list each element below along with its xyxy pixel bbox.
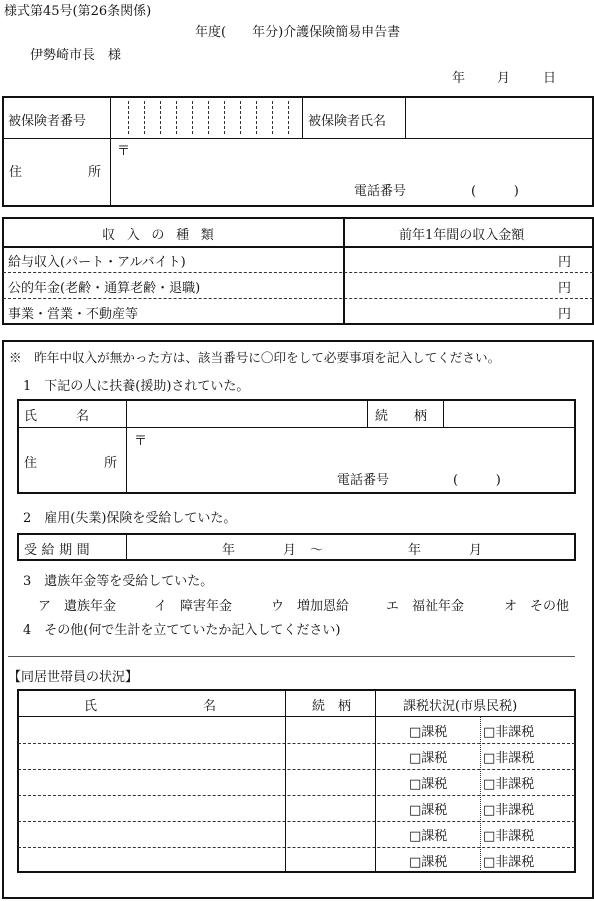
form-number: 様式第45号(第26条関係) (4, 4, 152, 19)
supporter-name-field[interactable] (129, 402, 365, 425)
pension-option-o[interactable]: オ その他 (504, 599, 570, 614)
taxed-checkbox[interactable]: □課税 (409, 751, 448, 766)
household-member-name-field[interactable] (20, 823, 283, 845)
taxed-checkbox[interactable]: □課税 (409, 829, 448, 844)
pension-option-e[interactable]: エ 福祉年金 (386, 599, 465, 614)
taxed-checkbox[interactable]: □課税 (409, 803, 448, 818)
postal-mark: 〒 (134, 434, 148, 449)
taxed-checkbox[interactable]: □課税 (409, 725, 448, 740)
no-income-note: ※ 昨年中収入が無かった方は、該当番号に〇印をして必要事項を記入してください。 (9, 350, 501, 365)
supporter-address-label-first: 住 (24, 456, 38, 471)
income-type-salary: 給与収入(パート・アルバイト) (8, 255, 186, 270)
period-year-end: 年 (408, 543, 422, 558)
income-col-type: 収入の種類 (102, 228, 226, 243)
income-type-business: 事業・営業・不動産等 (8, 307, 139, 322)
non-taxed-checkbox[interactable]: □非課税 (483, 751, 535, 766)
postal-mark: 〒 (117, 144, 131, 159)
yen-unit: 円 (558, 307, 572, 322)
non-taxed-checkbox[interactable]: □非課税 (483, 855, 535, 870)
pension-option-a[interactable]: ア 遺族年金 (38, 599, 117, 614)
insured-number-label: 被保険者番号 (8, 114, 87, 129)
pension-option-i[interactable]: イ 障害年金 (154, 599, 233, 614)
item-1-dependent[interactable]: 1 下記の人に扶養(援助)されていた。 (23, 379, 250, 394)
taxed-checkbox[interactable]: □課税 (409, 777, 448, 792)
household-member-name-field[interactable] (20, 849, 283, 871)
household-member-name-field[interactable] (20, 771, 283, 793)
non-taxed-checkbox[interactable]: □非課税 (483, 777, 535, 792)
addressee: 伊勢崎市長 様 (30, 48, 122, 63)
income-col-amount: 前年1年間の収入金額 (399, 228, 525, 243)
supporter-name-label: 氏 名 (24, 409, 90, 424)
benefit-period-field[interactable] (129, 536, 573, 558)
supporter-relation-label: 続 柄 (375, 409, 428, 424)
yen-unit: 円 (558, 281, 572, 296)
supporter-relation-field[interactable] (446, 402, 574, 425)
yen-unit: 円 (558, 255, 572, 270)
household-member-relation-field[interactable] (288, 849, 373, 871)
non-taxed-checkbox[interactable]: □非課税 (483, 829, 535, 844)
period-tilde: ～ (310, 543, 324, 558)
household-member-relation-field[interactable] (288, 797, 373, 819)
non-taxed-checkbox[interactable]: □非課税 (483, 725, 535, 740)
taxed-checkbox[interactable]: □課税 (409, 855, 448, 870)
household-member-name-field[interactable] (20, 745, 283, 767)
income-amount-business-field[interactable] (347, 301, 557, 322)
household-member-name-field[interactable] (20, 719, 283, 741)
phone-label: 電話番号 (337, 473, 390, 488)
household-col-tax-status: 課税状況(市県民税) (403, 699, 518, 714)
date-day-label: 日 (543, 71, 557, 86)
income-amount-salary-field[interactable] (347, 249, 557, 270)
household-member-relation-field[interactable] (288, 719, 373, 741)
household-member-relation-field[interactable] (288, 823, 373, 845)
address-label-second: 所 (88, 165, 102, 180)
address-label-first: 住 (9, 165, 23, 180)
insured-number-field[interactable] (113, 101, 301, 135)
household-member-relation-field[interactable] (288, 771, 373, 793)
item-2-unemployment[interactable]: 2 雇用(失業)保険を受給していた。 (23, 511, 237, 526)
phone-parens: ( ) (471, 184, 523, 199)
supporter-address-label-second: 所 (104, 456, 118, 471)
date-year-label: 年 (452, 71, 466, 86)
household-member-name-field[interactable] (20, 797, 283, 819)
insured-name-label: 被保険者氏名 (308, 114, 387, 129)
income-amount-pension-field[interactable] (347, 275, 557, 296)
household-col-name-first: 氏 (84, 699, 98, 714)
non-taxed-checkbox[interactable]: □非課税 (483, 803, 535, 818)
period-month-end: 月 (469, 543, 483, 558)
household-member-relation-field[interactable] (288, 745, 373, 767)
date-month-label: 月 (497, 71, 511, 86)
form-title: 年度( 年分)介護保険簡易申告書 (195, 25, 401, 40)
household-col-name-second: 名 (203, 699, 217, 714)
period-month-start: 月 (283, 543, 297, 558)
household-col-relation: 続 柄 (312, 699, 352, 714)
item-4-other-field[interactable] (23, 638, 575, 654)
phone-label: 電話番号 (354, 184, 407, 199)
income-type-pension: 公的年金(老齢・通算老齢・退職) (8, 281, 201, 296)
household-heading: 【同居世帯員の状況】 (8, 670, 139, 685)
insured-name-field[interactable] (408, 99, 592, 136)
item-3-survivor-pension[interactable]: 3 遺族年金等を受給していた。 (23, 574, 214, 589)
pension-option-u[interactable]: ウ 増加恩給 (271, 599, 350, 614)
benefit-period-label: 受給期間 (24, 543, 95, 558)
item-4-other[interactable]: 4 その他(何で生計を立てていたか記入してください) (23, 623, 341, 638)
period-year-start: 年 (222, 543, 236, 558)
phone-parens: ( ) (453, 473, 505, 488)
